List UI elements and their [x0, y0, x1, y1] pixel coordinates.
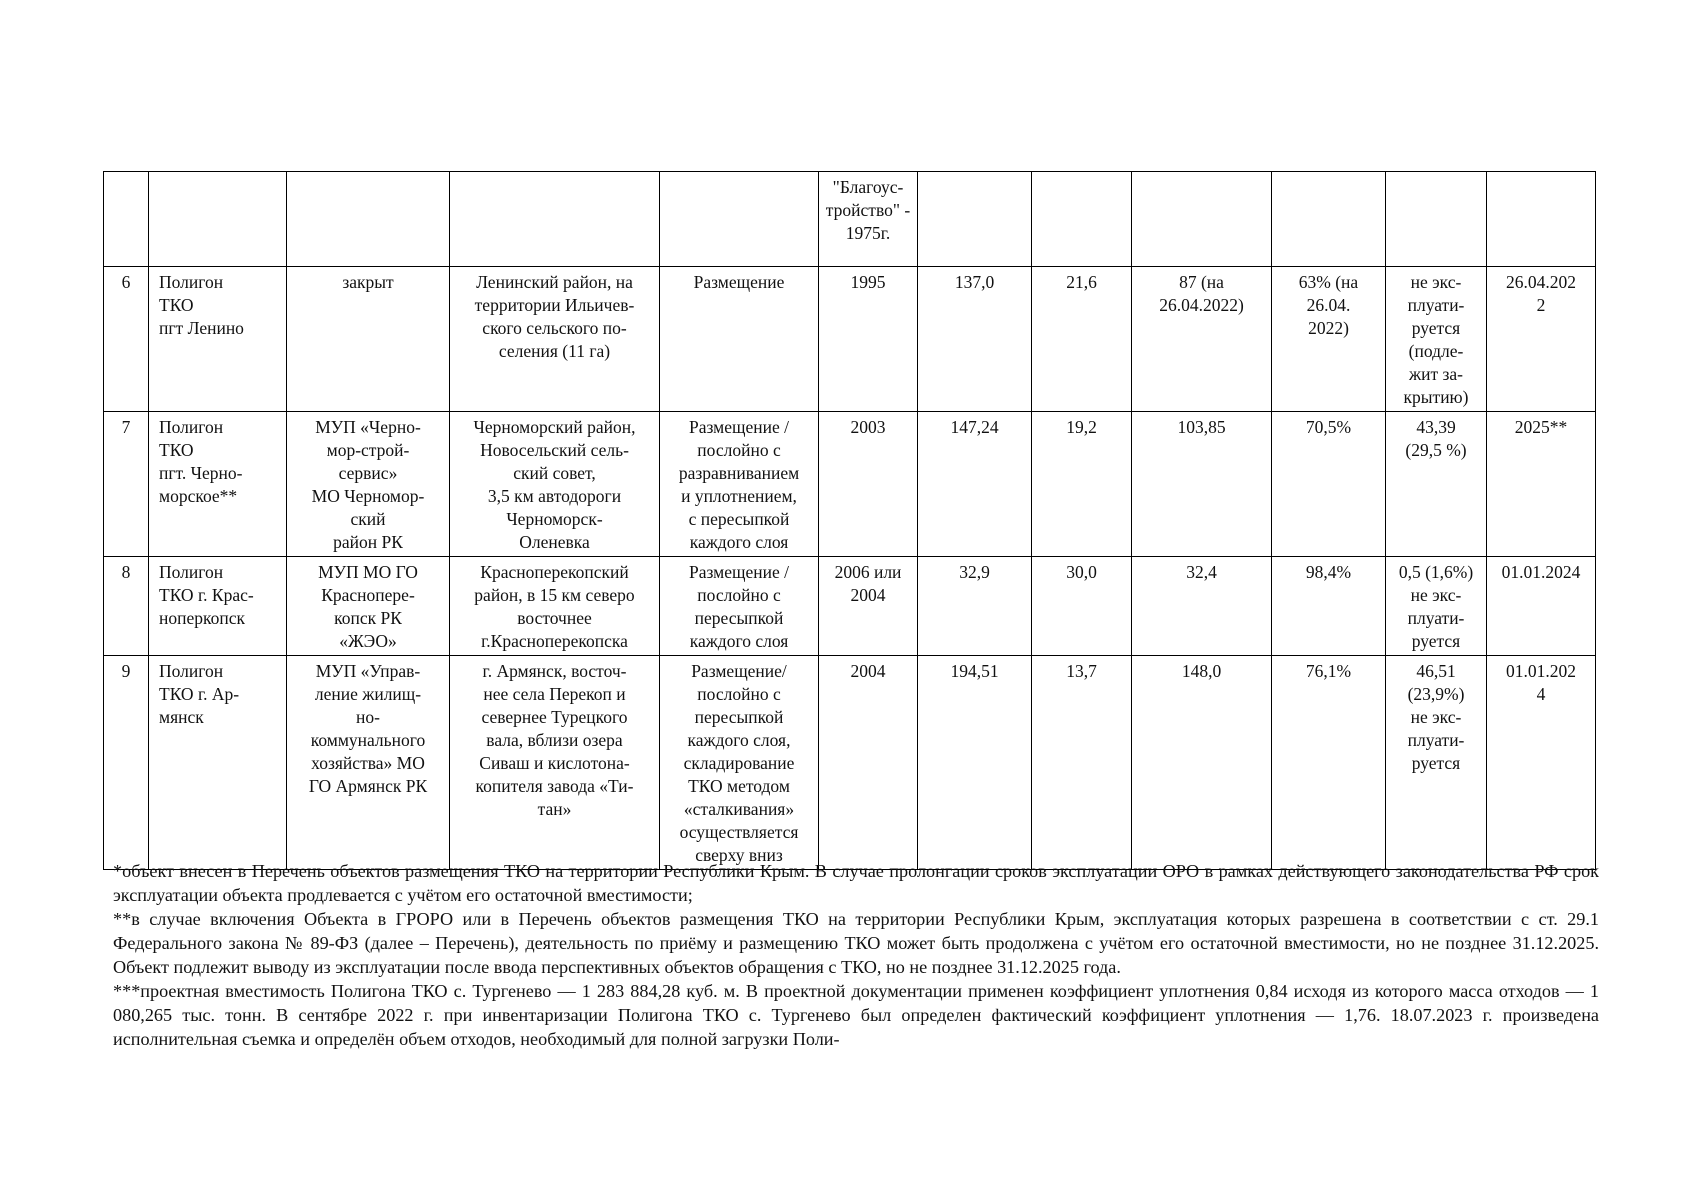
cell-text: «сталкивания» — [683, 799, 795, 819]
cell-text: 2003 — [850, 417, 886, 437]
cell-text: послойно с — [697, 585, 781, 605]
cell-text: ТКО г. Ар- — [159, 684, 240, 704]
cell-text: 2004 — [850, 585, 886, 605]
table-cell — [149, 557, 287, 656]
cell-text: 21,6 — [1066, 272, 1097, 292]
table-row — [104, 412, 1596, 557]
table-cell — [1386, 267, 1487, 412]
cell-text: Размещение / — [689, 417, 789, 437]
table-cell — [1386, 656, 1487, 870]
cell-text: Размещение / — [689, 562, 789, 582]
cell-text: МУП МО ГО — [318, 562, 418, 582]
cell-text: хозяйства» МО — [311, 753, 425, 773]
landfill-table — [103, 171, 1596, 870]
cell-text: каждого слоя — [689, 532, 789, 552]
footnote-1: *объект внесен в Перечень объектов размещения ТКО на территории Республики Крым. В случае пролонгации сроков эксплуатации ОРО в рамках действующего законодательства РФ срок эксплуатации объекта продлевается с учётом его остаточной вместимости; — [113, 861, 1599, 905]
cell-text: 4 — [1536, 684, 1546, 704]
cell-text: коммунального — [310, 730, 426, 750]
cell-text: ТКО — [159, 295, 194, 315]
table-cell — [1032, 172, 1132, 267]
cell-text: 26.04.202 — [1506, 272, 1576, 292]
cell-text: Новосельский сель- — [480, 440, 629, 460]
cell-text: 1995 — [850, 272, 886, 292]
table-cell — [104, 267, 149, 412]
cell-text: (29,5 %) — [1405, 440, 1467, 460]
cell-text: ский — [350, 509, 386, 529]
cell-text: 13,7 — [1066, 661, 1097, 681]
cell-text: Ленинский район, на — [476, 272, 633, 292]
cell-text: 148,0 — [1181, 661, 1222, 681]
table-cell — [1272, 172, 1386, 267]
cell-text: осуществляется — [679, 822, 799, 842]
table-cell — [819, 412, 918, 557]
cell-text: МУП «Черно- — [315, 417, 421, 437]
table-cell — [1032, 656, 1132, 870]
cell-text: севернее Турецкого — [481, 707, 628, 727]
cell-text: восточнее — [517, 608, 592, 628]
cell-text: разравниванием — [678, 463, 800, 483]
cell-text: г. Армянск, восточ- — [482, 661, 627, 681]
table-cell — [450, 656, 660, 870]
cell-text: и уплотнением, — [681, 486, 797, 506]
cell-text: Красноперекопский — [480, 562, 629, 582]
cell-text: г.Красноперекопска — [481, 631, 628, 651]
cell-text: плуати- — [1407, 730, 1465, 750]
cell-text: не экс- — [1410, 707, 1462, 727]
cell-text: сверху вниз — [695, 845, 783, 865]
cell-text: Оленевка — [519, 532, 590, 552]
cell-text: Полигон — [159, 562, 224, 582]
table-cell — [287, 412, 450, 557]
cell-text: Размещение/ — [691, 661, 787, 681]
cell-text: 46,51 — [1416, 661, 1456, 681]
cell-text: закрыт — [342, 272, 394, 292]
cell-text: руется — [1411, 753, 1461, 773]
table-cell — [287, 557, 450, 656]
table-cell — [104, 656, 149, 870]
table-cell — [660, 557, 819, 656]
cell-text: морское** — [159, 486, 238, 506]
table-cell — [918, 267, 1032, 412]
table-cell — [1032, 557, 1132, 656]
table-cell — [149, 412, 287, 557]
cell-text: Полигон — [159, 661, 224, 681]
table-cell — [819, 267, 918, 412]
table-cell — [1132, 172, 1272, 267]
cell-text: ский совет, — [513, 463, 596, 483]
cell-text: 0,5 (1,6%) — [1398, 562, 1474, 582]
cell-text: 1975г. — [845, 223, 891, 243]
cell-text: с пересыпкой — [688, 509, 790, 529]
cell-text: 01.01.2024 — [1501, 562, 1581, 582]
cell-text: 26.04.2022) — [1159, 295, 1244, 315]
cell-text: (подле- — [1408, 341, 1464, 361]
table-cell — [918, 172, 1032, 267]
cell-text: 70,5% — [1305, 417, 1352, 437]
cell-text: 19,2 — [1066, 417, 1097, 437]
cell-text: пгт. Черно- — [159, 463, 243, 483]
table-cell — [819, 172, 918, 267]
cell-text: 32,4 — [1186, 562, 1217, 582]
table-cell — [450, 412, 660, 557]
cell-text: послойно с — [697, 440, 781, 460]
cell-text: ноперкопск — [159, 608, 245, 628]
cell-text: Полигон — [159, 417, 224, 437]
cell-text: Полигон — [159, 272, 224, 292]
cell-text: послойно с — [697, 684, 781, 704]
cell-text: 8 — [121, 562, 131, 582]
cell-text: каждого слоя, — [687, 730, 791, 750]
table-cell — [1386, 172, 1487, 267]
cell-text: 26.04. — [1306, 295, 1351, 315]
cell-text: 103,85 — [1177, 417, 1226, 437]
table-cell — [819, 557, 918, 656]
cell-text: 98,4% — [1305, 562, 1352, 582]
cell-text: 3,5 км автодороги — [487, 486, 622, 506]
cell-text: 147,24 — [950, 417, 999, 437]
cell-text: нее села Перекоп и — [483, 684, 626, 704]
table-cell — [287, 656, 450, 870]
cell-text: Черноморский район, — [473, 417, 636, 437]
cell-text: 2006 или — [834, 562, 902, 582]
cell-text: 30,0 — [1066, 562, 1097, 582]
cell-text: тройство" - — [825, 200, 911, 220]
table-cell — [918, 557, 1032, 656]
cell-text: 2025** — [1514, 417, 1568, 437]
table-cell — [1132, 412, 1272, 557]
cell-text: (23,9%) — [1407, 684, 1465, 704]
table-row — [104, 557, 1596, 656]
table-cell — [660, 656, 819, 870]
table-cell — [660, 267, 819, 412]
cell-text: крытию) — [1403, 387, 1469, 407]
cell-text: 32,9 — [959, 562, 990, 582]
cell-text: селения (11 га) — [498, 341, 611, 361]
table-row — [104, 172, 1596, 267]
cell-text: 2004 — [850, 661, 886, 681]
cell-text: не экс- — [1410, 585, 1462, 605]
table-cell — [1487, 656, 1596, 870]
cell-text: "Благоус- — [832, 177, 904, 197]
table-cell — [1386, 412, 1487, 557]
cell-text: МУП «Управ- — [315, 661, 421, 681]
table-cell — [1386, 557, 1487, 656]
table-cell — [104, 412, 149, 557]
table-cell — [660, 172, 819, 267]
table-cell — [660, 412, 819, 557]
table-cell — [149, 267, 287, 412]
cell-text: мянск — [159, 707, 204, 727]
table-cell — [819, 656, 918, 870]
cell-text: мор-строй- — [326, 440, 410, 460]
cell-text: но- — [356, 707, 380, 727]
cell-text: 2 — [1536, 295, 1546, 315]
table-cell — [287, 172, 450, 267]
cell-text: район, в 15 км северо — [474, 585, 635, 605]
cell-text: 87 (на — [1179, 272, 1224, 292]
table-cell — [149, 172, 287, 267]
table-cell — [1272, 557, 1386, 656]
cell-text: 6 — [121, 272, 131, 292]
table-row — [104, 267, 1596, 412]
cell-text: руется — [1411, 631, 1461, 651]
table-cell — [1032, 412, 1132, 557]
cell-text: ление жилищ- — [314, 684, 422, 704]
table-cell — [1487, 412, 1596, 557]
cell-text: руется — [1411, 318, 1461, 338]
table-cell — [1487, 557, 1596, 656]
footnotes — [113, 859, 1599, 1051]
cell-text: ТКО методом — [688, 776, 790, 796]
cell-text: Сиваш и кислотона- — [479, 753, 630, 773]
cell-text: вала, вблизи озера — [486, 730, 623, 750]
cell-text: ского сельского по- — [482, 318, 627, 338]
table-cell — [287, 267, 450, 412]
cell-text: 2022) — [1308, 318, 1349, 338]
cell-text: сервис» — [338, 463, 398, 483]
cell-text: плуати- — [1407, 295, 1465, 315]
cell-text: район РК — [333, 532, 403, 552]
cell-text: ГО Армянск РК — [308, 776, 428, 796]
cell-text: ТКО — [159, 440, 194, 460]
cell-text: 7 — [121, 417, 131, 437]
cell-text: пересыпкой — [694, 608, 784, 628]
cell-text: копителя завода «Ти- — [475, 776, 634, 796]
table-cell — [450, 557, 660, 656]
table-cell — [1487, 267, 1596, 412]
cell-text: складирование — [683, 753, 795, 773]
table-cell — [104, 557, 149, 656]
cell-text: Размещение — [693, 272, 785, 292]
cell-text: не экс- — [1410, 272, 1462, 292]
table-cell — [918, 656, 1032, 870]
cell-text: пгт Ленино — [159, 318, 244, 338]
cell-text: Черноморск- — [506, 509, 603, 529]
table-cell — [1132, 267, 1272, 412]
table-cell — [1487, 172, 1596, 267]
cell-text: «ЖЭО» — [339, 631, 397, 651]
footnote-2: **в случае включения Объекта в ГРОРО или в Перечень объектов размещения ТКО на территории Республики Крым, эксплуатация которых разрешена в соответствии с ст. 29.1 Федерального закона № 89-ФЗ (далее – Перечень), деятельность по приёму и размещению ТКО может быть продолжена с учётом его остаточной вместимости, но не позднее 31.12.2025. Объект подлежит выводу из эксплуатации после ввода перспективных объектов обращения с ТКО, но не позднее 31.12.2025 года. — [113, 909, 1599, 977]
footnote-3: ***проектная вместимость Полигона ТКО с. Тургенево — 1 283 884,28 куб. м. В проектной документации применен коэффициент уплотнения 0,84 исходя из которого масса отходов — 1 080,265 тыс. тонн. В сентябре 2022 г. при инвентаризации Полигона ТКО с. Тургенево был определен фактический коэффициент уплотнения — 1,76. 18.07.2023 г. произведена исполнительная съемка и определён объем отходов, необходимый для полной загрузки Поли- — [113, 981, 1599, 1049]
cell-text: жит за- — [1409, 364, 1463, 384]
cell-text: 137,0 — [954, 272, 995, 292]
table-cell — [1272, 412, 1386, 557]
cell-text: 01.01.202 — [1506, 661, 1576, 681]
cell-text: территории Ильичев- — [474, 295, 635, 315]
cell-text: копск РК — [334, 608, 402, 628]
table-cell — [1272, 267, 1386, 412]
cell-text: 43,39 — [1416, 417, 1456, 437]
cell-text: тан» — [537, 799, 572, 819]
cell-text: плуати- — [1407, 608, 1465, 628]
table-cell — [450, 267, 660, 412]
table-cell — [1132, 557, 1272, 656]
cell-text: ТКО г. Крас- — [159, 585, 254, 605]
cell-text: 76,1% — [1305, 661, 1352, 681]
cell-text: каждого слоя — [689, 631, 789, 651]
cell-text: пересыпкой — [694, 707, 784, 727]
cell-text: 63% (на — [1298, 272, 1359, 292]
table-row — [104, 656, 1596, 870]
cell-text: 194,51 — [950, 661, 999, 681]
table-cell — [104, 172, 149, 267]
table-cell — [918, 412, 1032, 557]
table-cell — [450, 172, 660, 267]
cell-text: 9 — [121, 661, 131, 681]
table-cell — [149, 656, 287, 870]
table-cell — [1132, 656, 1272, 870]
cell-text: МО Черномор- — [311, 486, 425, 506]
table-cell — [1032, 267, 1132, 412]
table-cell — [1272, 656, 1386, 870]
cell-text: Красноперe- — [321, 585, 415, 605]
